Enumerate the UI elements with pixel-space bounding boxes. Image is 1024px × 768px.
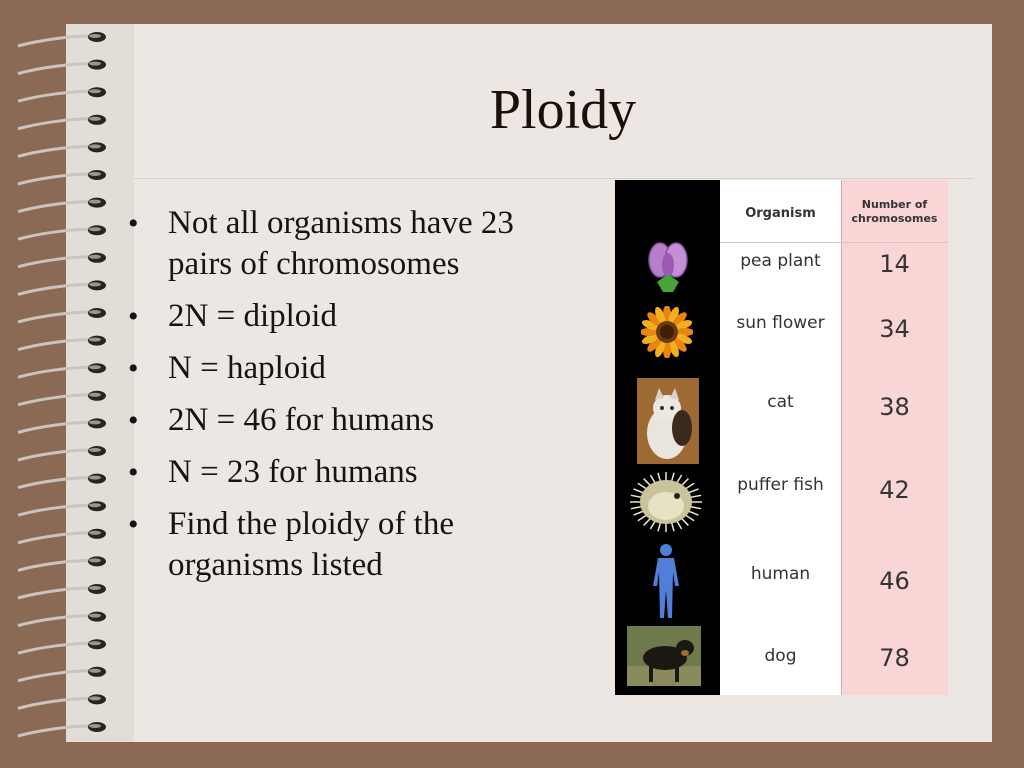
organism-name: human: [750, 564, 811, 584]
header-divider: [720, 242, 948, 243]
binding-wire: [18, 616, 92, 626]
binding-hole-shine: [89, 586, 101, 590]
binding-hole-shine: [89, 144, 101, 148]
binding-hole-shine: [89, 338, 101, 342]
binding-hole-shine: [89, 365, 101, 369]
chromosome-count: 78: [879, 644, 910, 672]
binding-wire: [18, 36, 92, 46]
binding-wire: [18, 174, 92, 184]
pea-flower-icon: [643, 238, 693, 296]
header-organism: Organism: [745, 206, 816, 221]
binding-wire: [18, 671, 92, 681]
binding-wire: [18, 726, 92, 736]
binding-hole-shine: [89, 448, 101, 452]
binding-hole-shine: [89, 200, 101, 204]
header-chromosomes-line2: chromosomes: [851, 212, 938, 225]
chromosome-count: 46: [879, 567, 910, 595]
binding-hole-shine: [89, 531, 101, 535]
binding-wire: [18, 284, 92, 294]
binding-wire: [18, 588, 92, 598]
binding-wire: [18, 64, 92, 74]
binding-hole-shine: [89, 62, 101, 66]
binding-wire: [18, 91, 92, 101]
binding-wire: [18, 533, 92, 543]
slide-title: Ploidy: [489, 79, 637, 141]
binding-wire: [18, 146, 92, 156]
binding-hole-shine: [89, 476, 101, 480]
binding-wire: [18, 340, 92, 350]
header-chromosomes: [841, 198, 948, 226]
bullet-item: • N = 23 for humans: [128, 452, 558, 493]
binding-hole-shine: [89, 310, 101, 314]
binding-wire: [18, 367, 92, 377]
human-figure-icon: [649, 542, 683, 620]
bullet-item: • Not all organisms have 23 pairs of chromosomes: [128, 203, 558, 285]
organism-name: puffer fish: [737, 475, 824, 495]
binding-hole-shine: [89, 420, 101, 424]
sunflower-icon: [641, 306, 693, 358]
binding-wire: [18, 229, 92, 239]
binding-wire: [18, 202, 92, 212]
binding-wire: [18, 478, 92, 488]
bullet-item: • N = haploid: [128, 348, 558, 389]
dog-photo: [627, 626, 701, 686]
binding-wire: [18, 312, 92, 322]
binding-wire: [18, 395, 92, 405]
binding-hole-shine: [89, 117, 101, 121]
title-divider: [134, 178, 974, 179]
binding-wire: [18, 698, 92, 708]
binding-hole-shine: [89, 227, 101, 231]
bullet-item: • Find the ploidy of the organisms listed: [128, 504, 558, 586]
binding-hole-shine: [89, 641, 101, 645]
binding-hole-shine: [89, 89, 101, 93]
binding-wire: [18, 505, 92, 515]
binding-hole-shine: [89, 724, 101, 728]
binding-hole-shine: [89, 172, 101, 176]
bullet-item: • 2N = 46 for humans: [128, 400, 558, 441]
chromosome-count: 42: [879, 476, 910, 504]
organism-name: pea plant: [740, 251, 821, 271]
binding-hole-shine: [89, 558, 101, 562]
binding-hole-shine: [89, 614, 101, 618]
organism-name: cat: [767, 392, 794, 412]
binding-hole-shine: [89, 393, 101, 397]
spiral-binding: [0, 0, 130, 768]
bullet-list: [128, 203, 558, 597]
binding-wire: [18, 422, 92, 432]
organism-name: sun flower: [736, 313, 825, 333]
chromosome-count: 34: [879, 315, 910, 343]
binding-hole-shine: [89, 282, 101, 286]
binding-wire: [18, 450, 92, 460]
binding-hole-shine: [89, 669, 101, 673]
header-chromosomes-line1: Number of: [861, 198, 928, 211]
binding-hole-shine: [89, 255, 101, 259]
organism-name: dog: [764, 646, 797, 666]
binding-wire: [18, 119, 92, 129]
cat-photo: [637, 378, 699, 464]
binding-wire: [18, 560, 92, 570]
binding-wire: [18, 257, 92, 267]
bullet-item: • 2N = diploid: [128, 296, 558, 337]
binding-hole-shine: [89, 696, 101, 700]
binding-wire: [18, 643, 92, 653]
chromosome-count: 14: [879, 250, 910, 278]
chromosome-count: 38: [879, 393, 910, 421]
puffer-fish-photo: [625, 470, 707, 534]
chromosome-table-figure: [615, 180, 948, 695]
binding-hole-shine: [89, 34, 101, 38]
binding-hole-shine: [89, 503, 101, 507]
